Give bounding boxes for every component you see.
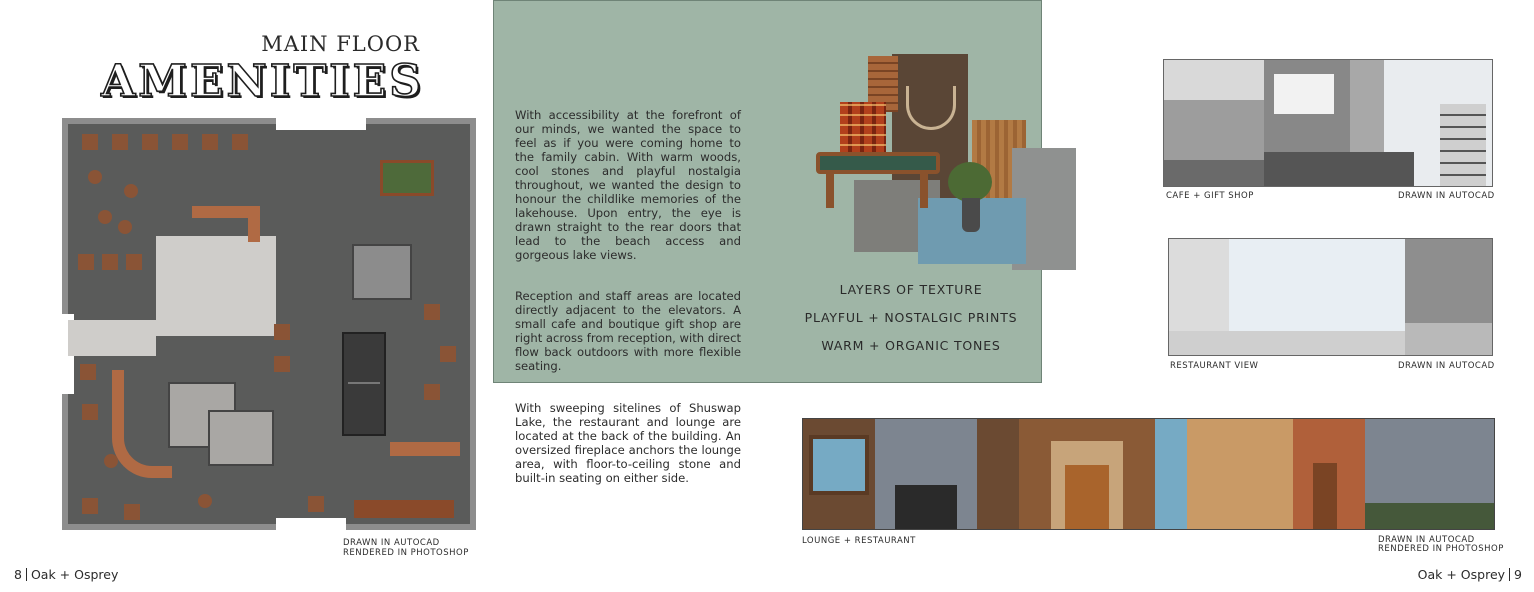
publication-title-right: Oak + Osprey [1417, 567, 1506, 582]
page-number-right: 9 [1514, 567, 1522, 582]
floor-plan-drawing [62, 118, 476, 530]
footer-left [14, 567, 118, 582]
floor-plan-caption-1: DRAWN IN AUTOCAD [343, 538, 440, 548]
footer-right [1418, 567, 1522, 582]
tag-tones: WARM + ORGANIC TONES [821, 338, 1001, 353]
plant [948, 162, 992, 202]
cafe-kitchen [352, 244, 412, 300]
title-amenities: AMENITIES [101, 56, 424, 107]
elevator [342, 332, 386, 436]
billiard-table [816, 152, 940, 174]
cafe-elevation-note: DRAWN IN AUTOCAD [1398, 191, 1495, 201]
paragraph-concept: With accessibility at the forefront of our minds, we wanted the space to feel as if you were coming home to the family cabin. With warm woods, cool stones and playful nostalgia throughout, we wanted the design to honour the childlike memories of the lakehouse. Upon entry, the eye is drawn straight to the rear doors that lead to the beach access and gorgeous lake views. [515, 108, 741, 262]
lounge-elevation-note-1: DRAWN IN AUTOCAD [1378, 535, 1475, 545]
reception-area [156, 236, 276, 336]
lounge-elevation-drawing [802, 418, 1495, 530]
tag-texture: LAYERS OF TEXTURE [839, 282, 983, 297]
tag-prints: PLAYFUL + NOSTALGIC PRINTS [804, 310, 1018, 325]
restaurant-elevation-drawing [1168, 238, 1493, 356]
lounge-rug [380, 160, 434, 196]
cafe-elevation-drawing [1163, 59, 1493, 187]
material-moodboard [812, 48, 1076, 270]
floor-plan-caption-2: RENDERED IN PHOTOSHOP [343, 548, 469, 558]
title-main-floor: MAIN FLOOR [261, 32, 420, 56]
lounge-elevation-note-2: RENDERED IN PHOTOSHOP [1378, 544, 1504, 554]
restaurant-elevation-note: DRAWN IN AUTOCAD [1398, 361, 1495, 371]
restaurant-elevation-label: RESTAURANT VIEW [1170, 361, 1259, 371]
page-number-left: 8 [14, 567, 22, 582]
paragraph-reception: Reception and staff areas are located directly adjacent to the elevators. A small cafe and boutique gift shop are right across from reception, with direct flow back outdoors with more flexible seating. [515, 289, 741, 373]
lounge-elevation-label: LOUNGE + RESTAURANT [802, 536, 916, 546]
cafe-elevation-label: CAFE + GIFT SHOP [1166, 191, 1254, 201]
design-tags [796, 280, 1026, 364]
washroom [208, 410, 274, 466]
restaurant-bar [112, 370, 172, 478]
paragraph-restaurant: With sweeping sitelines of Shuswap Lake, the restaurant and lounge are located at the back of the building. An oversized fireplace anchors the lounge area, with floor-to-ceiling stone and built-in seating on either side. [515, 401, 741, 485]
publication-title-left: Oak + Osprey [30, 567, 119, 582]
